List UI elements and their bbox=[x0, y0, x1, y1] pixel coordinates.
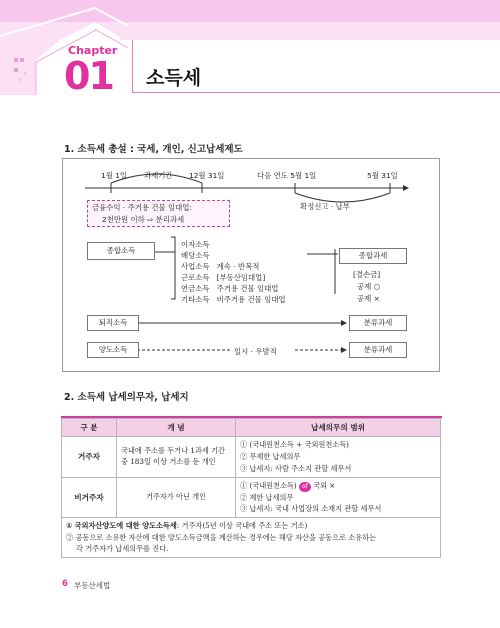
table-notes bbox=[62, 518, 441, 558]
row-resident-category: 거주자 bbox=[62, 437, 117, 478]
rental-threshold-box bbox=[87, 200, 230, 227]
timeline-period: 과세기간 bbox=[144, 171, 173, 180]
header-divider-vertical bbox=[132, 40, 133, 92]
resident-duty-2: ② 무제한 납세의무 bbox=[240, 451, 301, 461]
rental-line1: 금융수익 · 주거용 건물 임대업: bbox=[92, 203, 192, 212]
book-title: 부동산세법 bbox=[74, 581, 111, 590]
income-type-labor: 근로소득 [부동산임대업] bbox=[181, 273, 266, 282]
chapter-number: 01 bbox=[64, 54, 113, 98]
comprehensive-income-box: 종합소득 bbox=[87, 242, 155, 260]
transfer-desc: 일시 · 우발적 bbox=[234, 347, 277, 356]
page-number: 6 bbox=[62, 579, 68, 589]
income-diagram bbox=[62, 158, 440, 372]
row-nonresident-concept: 거주자가 아닌 개인 bbox=[117, 477, 236, 518]
chapter-label: Chapter bbox=[68, 44, 118, 57]
section1-heading: 1. 소득세 총설 : 국세, 개인, 신고납세제도 bbox=[64, 144, 243, 155]
income-type-pension: 연금소득 주거용 건물 임대업 bbox=[181, 284, 279, 293]
income-type-interest: 이자소득 bbox=[181, 240, 210, 249]
timeline-dec31: 12월 31일 bbox=[189, 171, 225, 180]
separate-tax-box-2: 분류과세 bbox=[349, 342, 407, 358]
note-1-title: ① 국외자산양도에 대한 양도소득세 bbox=[66, 521, 177, 531]
header-concept: 개 념 bbox=[117, 419, 236, 437]
income-type-business: 사업소득 계속 · 반복적 bbox=[181, 262, 260, 271]
note-1 bbox=[66, 520, 436, 532]
header-scope: 납세의무의 범위 bbox=[236, 419, 441, 437]
header-category: 구 분 bbox=[62, 419, 117, 437]
row-resident-concept: 국내에 주소를 두거나 1과세 기간 중 183일 이상 거소를 둔 개인 bbox=[117, 437, 236, 478]
deduct-no: 공제 × bbox=[357, 294, 380, 303]
row-nonresident-duties bbox=[236, 477, 441, 518]
separate-tax-box-1: 분류과세 bbox=[349, 315, 407, 331]
retirement-income-box: 퇴직소득 bbox=[87, 315, 139, 331]
table-notes-row bbox=[62, 518, 441, 558]
nonresident-duty-2: ② 제한 납세의무 bbox=[240, 492, 294, 502]
income-type-dividend: 배당소득 bbox=[181, 251, 210, 260]
note-2-line1: ② 공동으로 소유한 자산에 대한 양도소득금액을 계산하는 경우에는 해당 자산을 공동으로 소유하는 bbox=[66, 532, 377, 542]
header-divider bbox=[132, 92, 500, 93]
income-type-other: 기타소득 비주거용 건물 임대업 bbox=[181, 295, 286, 304]
header-band-light bbox=[120, 22, 500, 40]
filing-label: 확정신고 · 납부 bbox=[300, 202, 350, 211]
loss-label: [결손금] bbox=[353, 270, 381, 279]
table-row bbox=[62, 437, 441, 478]
timeline-next-may1: 다음 연도 5월 1일 bbox=[257, 171, 317, 180]
note-2-line2: 각 거주자가 납세의무를 진다. bbox=[76, 544, 169, 554]
taxpayer-table bbox=[61, 418, 441, 558]
of-badge: of bbox=[299, 482, 311, 492]
rental-line2: 2천만원 이하 ⇨ 분리과세 bbox=[102, 215, 185, 224]
nonresident-duty-1 bbox=[240, 480, 436, 492]
section2-heading: 2. 소득세 납세의무자, 납세지 bbox=[64, 392, 189, 403]
nonresident-duty-1-foreign: 국외 × bbox=[313, 480, 336, 490]
timeline-may31: 5월 31일 bbox=[367, 171, 398, 180]
row-resident-duties bbox=[236, 437, 441, 478]
income-types-list bbox=[181, 239, 286, 305]
row-nonresident-category: 비거주자 bbox=[62, 477, 117, 518]
nonresident-duty-1-text: ① (국내원천소득) bbox=[240, 480, 297, 490]
timeline-jan1: 1월 1일 bbox=[101, 171, 128, 180]
page-title: 소득세 bbox=[146, 67, 202, 89]
note-1-body: : 거주자(5년 이상 국내에 주소 또는 거소) bbox=[176, 521, 308, 531]
table-row bbox=[62, 477, 441, 518]
table-header-row bbox=[62, 419, 441, 437]
resident-duty-3: ③ 납세지: 사람 주소지 관할 세무서 bbox=[240, 463, 352, 473]
transfer-income-box: 양도소득 bbox=[87, 342, 139, 358]
deduct-yes: 공제 ○ bbox=[357, 282, 381, 291]
comprehensive-tax-box: 종합과세 bbox=[339, 248, 407, 264]
nonresident-duty-3: ③ 납세지: 국내 사업장의 소재지 관할 세무서 bbox=[240, 504, 382, 514]
resident-duty-1: ① (국내원천소득 + 국외원천소득) bbox=[240, 440, 349, 449]
